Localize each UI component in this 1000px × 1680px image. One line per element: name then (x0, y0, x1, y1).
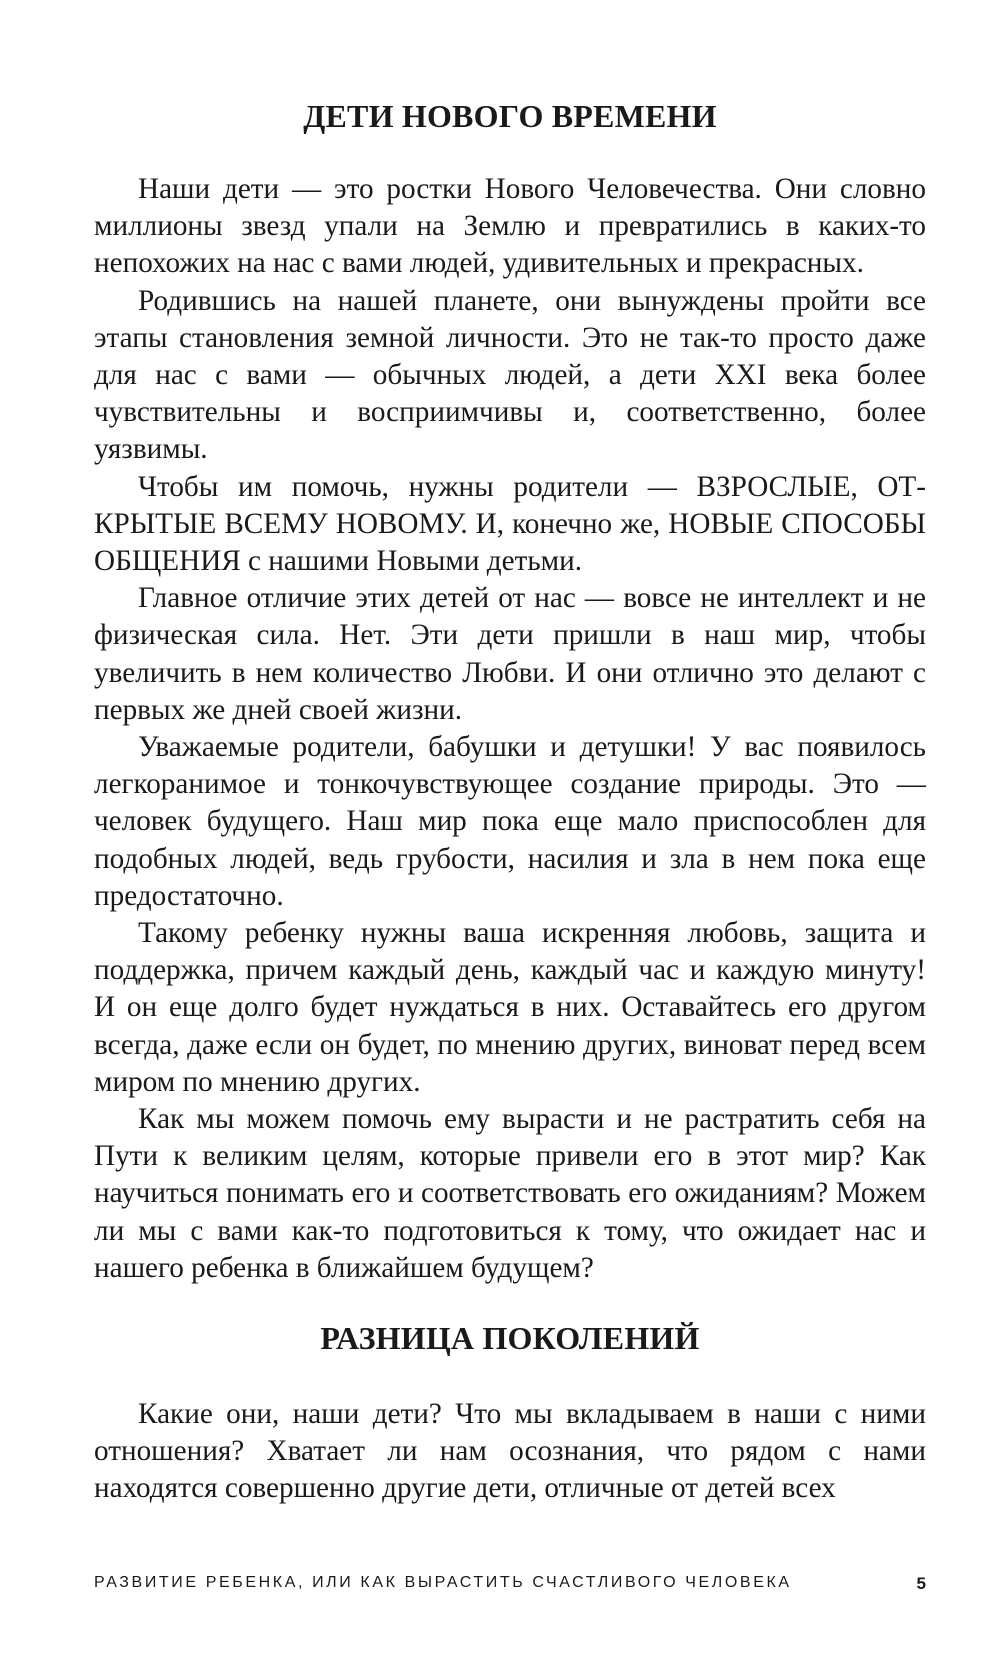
section-body (94, 1396, 926, 1508)
paragraph: Уважаемые родители, бабушки и детушки! У вас появилось легкоранимое и тонкочувствующее создание природы. Это — человек будущего. Наш мир пока еще мало приспособлен для подобных людей, ведь грубости, насилия и зла в нем пока еще предостаточно. (94, 731, 926, 912)
book-title: РАЗВИТИЕ РЕБЕНКА, ИЛИ КАК ВЫРАСТИТЬ СЧАСТЛИВОГО ЧЕЛОВЕКА (94, 1574, 792, 1591)
section-body (94, 171, 926, 1287)
paragraph: Чтобы им помочь, нужны родители — ВЗРОСЛЫЕ, ОТКРЫТЫЕ ВСЕМУ НОВОМУ. И, конечно же, НОВЫЕ СПОСОБЫ ОБЩЕНИЯ с нашими Новыми детьми. (94, 470, 926, 578)
paragraph: Наши дети — это ростки Нового Человечества. Они словно миллионы звезд упали на Землю и превратились в каких-то непохожих на нас с вами людей, удивительных и прекрасных. (94, 173, 926, 280)
paragraph: Какие они, наши дети? Что мы вкладываем в наши с ними отношения? Хватает ли нам осознания, что рядом с нами находятся совершенно другие дети, отличные от детей всех (94, 1398, 926, 1505)
paragraph: Родившись на нашей планете, они вынуждены пройти все этапы становления земной личности. Это не так-то просто даже для нас с вами — обычных людей, а дети XXI века более чувствительны и восприимчивы и, соответственно, более уязвимы. (94, 284, 926, 466)
section-heading: ДЕТИ НОВОГО ВРЕМЕНИ (303, 98, 717, 134)
page-number: 5 (916, 1574, 926, 1593)
book-page (94, 0, 926, 1680)
section-heading: РАЗНИЦА ПОКОЛЕНИЙ (320, 1320, 700, 1356)
paragraph: Главное отличие этих детей от нас — вовсе не интеллект и не физическая сила. Нет. Эти дети пришли в наш мир, чтобы увеличить в нем количество Любви. И они отлично это делают с первых же дней своей жизни. (94, 582, 926, 726)
paragraph: Как мы можем помочь ему вырасти и не растратить себя на Пути к великим целям, которые привели его в этот мир? Как научиться понимать его и соответствовать его ожиданиям? Можем ли мы с вами как-то подготовиться к тому, что ожидает нас и нашего ребенка в ближайшем будущем? (94, 1103, 926, 1284)
paragraph: Такому ребенку нужны ваша искренняя любовь, защита и поддержка, причем каждый день, каждый час и каждую минуту! И он еще долго будет нуждаться в них. Оставайтесь его другом всегда, даже если он будет, по мнению других, виноват перед всем миром по мнению других. (94, 917, 926, 1098)
running-footer (94, 1574, 926, 1596)
